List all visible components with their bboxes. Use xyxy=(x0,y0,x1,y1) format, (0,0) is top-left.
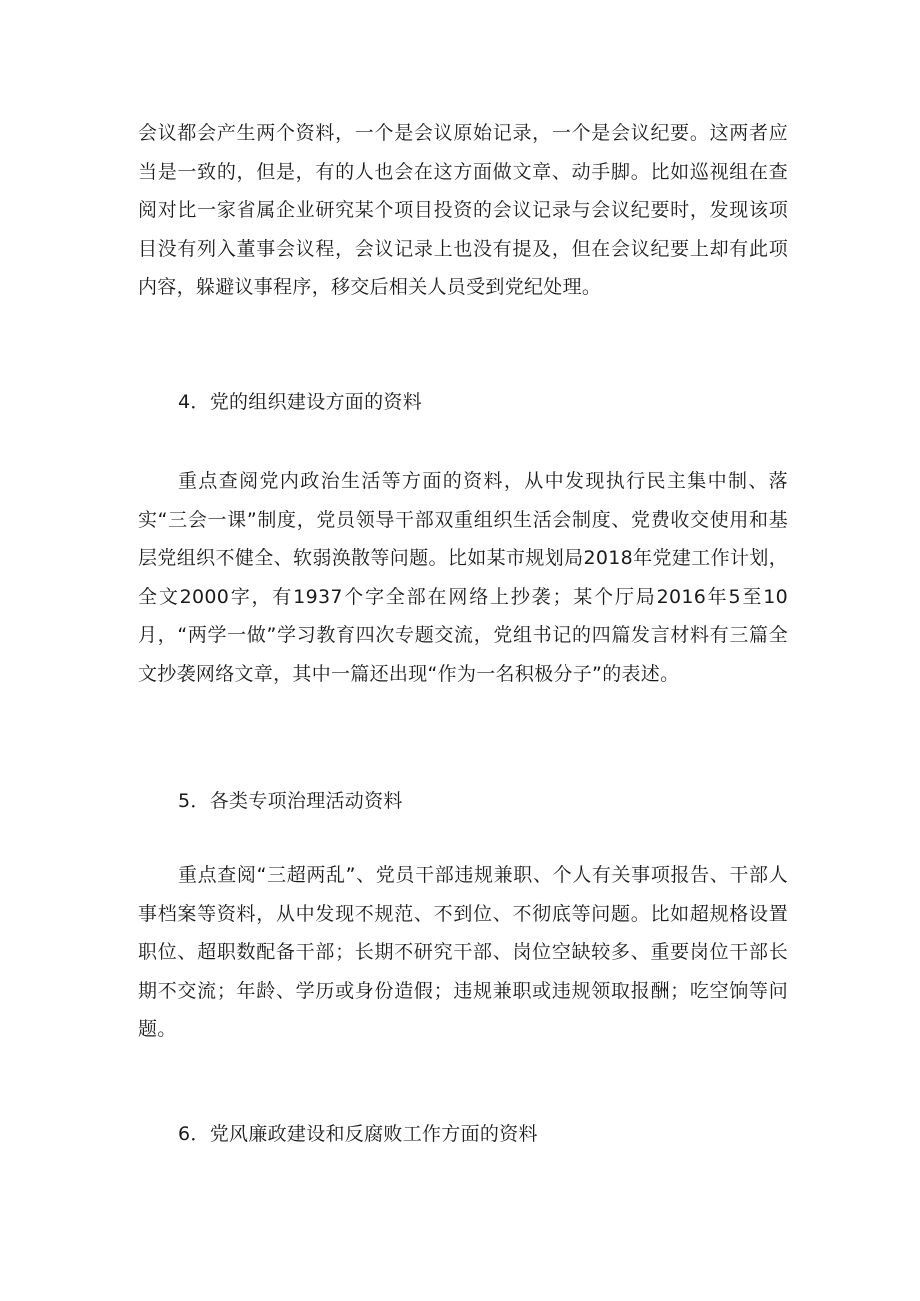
section-heading-4: 4．党的组织建设方面的资料 xyxy=(178,391,422,413)
paragraph-meeting-records: 会议都会产生两个资料，一个是会议原始记录，一个是会议纪要。这两者应当是一致的，但是，有的人也会在这方面做文章、动手脚。比如巡视组在查阅对比一家省属企业研究某个项目投资的会议记录与会议纪要时，发现该项目没有列入董事会议程，会议记录上也没有提及，但在会议纪要上却有此项内容，躲避议事程序，移交后相关人员受到党纪处理。 xyxy=(138,122,788,298)
paragraph-special-governance: 重点查阅“三超两乱”、党员干部违规兼职、个人有关事项报告、干部人事档案等资料，从中发现不规范、不到位、不彻底等问题。比如超规格设置职位、超职数配备干部；长期不研究干部、岗位空缺较多、重要岗位干部长期不交流；年龄、学历或身份造假；违规兼职或违规领取报酬；吃空饷等问题。 xyxy=(138,864,788,1040)
paragraph-party-organization: 重点查阅党内政治生活等方面的资料，从中发现执行民主集中制、落实“三会一课”制度，党员领导干部双重组织生活会制度、党费收交使用和基层党组织不健全、软弱涣散等问题。比如某市规划局2018年党建工作计划，全文2000字，有1937个字全部在网络上抄袭；某个厅局2016年5至10月，“两学一做”学习教育四次专题交流，党组书记的四篇发言材料有三篇全文抄袭网络文章，其中一篇还出现“作为一名积极分子”的表述。 xyxy=(138,470,788,685)
section-heading-6: 6．党风廉政建设和反腐败工作方面的资料 xyxy=(178,1123,538,1145)
section-heading-5: 5．各类专项治理活动资料 xyxy=(178,790,403,812)
